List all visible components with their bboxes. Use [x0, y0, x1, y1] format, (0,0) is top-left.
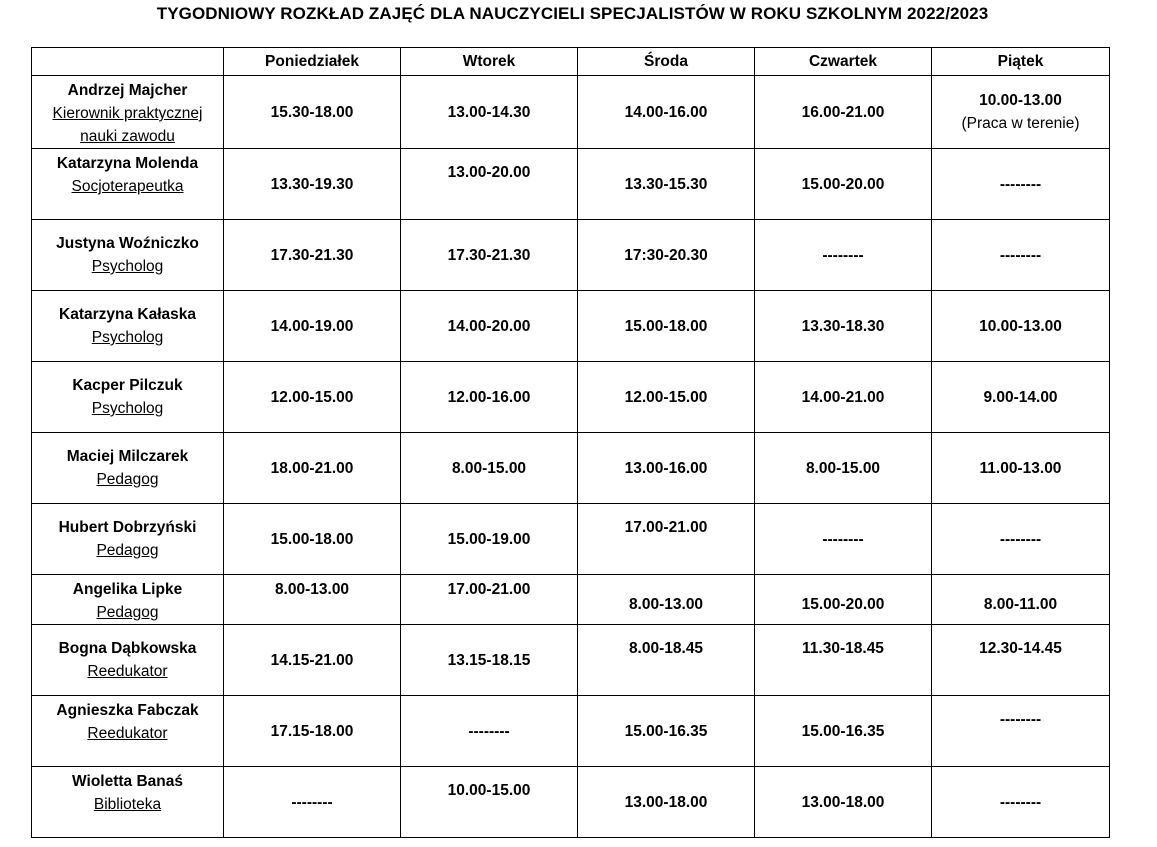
teacher-role: Biblioteka — [93, 796, 162, 813]
header-wednesday: Środa — [578, 48, 755, 76]
teacher-name: Agnieszka Fabczak — [56, 702, 199, 719]
schedule-cell: -------- — [932, 149, 1110, 220]
teacher-name: Hubert Dobrzyński — [58, 519, 197, 536]
schedule-cell: 15.00-18.00 — [578, 291, 755, 362]
schedule-cell: 13.00-14.30 — [401, 76, 578, 149]
teacher-cell — [32, 76, 224, 149]
teacher-cell — [32, 291, 224, 362]
schedule-cell: 13.30-15.30 — [578, 149, 755, 220]
teacher-role: Kierownik praktycznej nauki zawodu — [52, 105, 203, 145]
schedule-cell: 11.30-18.45 — [755, 625, 932, 696]
schedule-cell: 15.00-20.00 — [755, 575, 932, 625]
teacher-cell — [32, 504, 224, 575]
schedule-cell: -------- — [932, 767, 1110, 838]
schedule-cell: 8.00-15.00 — [401, 433, 578, 504]
schedule-cell: 15.30-18.00 — [224, 76, 401, 149]
table-row — [32, 504, 1110, 575]
table-row — [32, 696, 1110, 767]
schedule-cell — [932, 76, 1110, 149]
schedule-cell: 13.00-16.00 — [578, 433, 755, 504]
schedule-cell: 14.00-19.00 — [224, 291, 401, 362]
schedule-cell: 13.00-18.00 — [755, 767, 932, 838]
header-row — [32, 48, 1110, 76]
table-row — [32, 625, 1110, 696]
schedule-cell: 13.00-20.00 — [401, 149, 578, 220]
schedule-cell: -------- — [932, 504, 1110, 575]
schedule-cell: 15.00-19.00 — [401, 504, 578, 575]
schedule-cell: -------- — [755, 504, 932, 575]
teacher-role: Pedagog — [96, 604, 159, 621]
schedule-cell: 8.00-11.00 — [932, 575, 1110, 625]
schedule-table — [31, 47, 1110, 838]
header-friday: Piątek — [932, 48, 1110, 76]
schedule-cell: 12.30-14.45 — [932, 625, 1110, 696]
teacher-name: Kacper Pilczuk — [72, 377, 183, 394]
schedule-cell: 12.00-15.00 — [224, 362, 401, 433]
teacher-cell — [32, 767, 224, 838]
teacher-role: Psycholog — [91, 329, 164, 346]
schedule-cell: 14.00-16.00 — [578, 76, 755, 149]
table-row — [32, 767, 1110, 838]
table-row — [32, 76, 1110, 149]
schedule-cell: 11.00-13.00 — [932, 433, 1110, 504]
teacher-cell — [32, 625, 224, 696]
schedule-cell: 15.00-16.35 — [578, 696, 755, 767]
schedule-cell: -------- — [932, 220, 1110, 291]
schedule-cell: 17.30-21.30 — [224, 220, 401, 291]
schedule-time: 10.00-13.00 — [979, 92, 1062, 109]
schedule-cell: 17.30-21.30 — [401, 220, 578, 291]
teacher-name: Maciej Milczarek — [66, 448, 189, 465]
teacher-cell — [32, 362, 224, 433]
schedule-cell: -------- — [755, 220, 932, 291]
teacher-cell — [32, 696, 224, 767]
schedule-cell: 13.30-19.30 — [224, 149, 401, 220]
teacher-role: Psycholog — [91, 400, 164, 417]
teacher-role: Pedagog — [96, 471, 159, 488]
schedule-cell: 15.00-18.00 — [224, 504, 401, 575]
schedule-cell: 15.00-20.00 — [755, 149, 932, 220]
header-thursday: Czwartek — [755, 48, 932, 76]
schedule-cell: 17:30-20.30 — [578, 220, 755, 291]
schedule-cell: -------- — [401, 696, 578, 767]
teacher-cell — [32, 575, 224, 625]
schedule-cell: 17.00-21.00 — [401, 575, 578, 625]
table-row — [32, 220, 1110, 291]
table-row — [32, 149, 1110, 220]
table-row — [32, 433, 1110, 504]
schedule-cell: 8.00-13.00 — [578, 575, 755, 625]
schedule-cell: 13.15-18.15 — [401, 625, 578, 696]
schedule-cell: 18.00-21.00 — [224, 433, 401, 504]
schedule-cell: 16.00-21.00 — [755, 76, 932, 149]
schedule-cell: 10.00-13.00 — [932, 291, 1110, 362]
schedule-cell: -------- — [932, 696, 1110, 767]
schedule-cell: 12.00-16.00 — [401, 362, 578, 433]
schedule-cell: 14.15-21.00 — [224, 625, 401, 696]
schedule-cell: 13.00-18.00 — [578, 767, 755, 838]
schedule-cell: 17.15-18.00 — [224, 696, 401, 767]
schedule-cell: 9.00-14.00 — [932, 362, 1110, 433]
teacher-cell — [32, 149, 224, 220]
schedule-cell: 14.00-20.00 — [401, 291, 578, 362]
teacher-name: Andrzej Majcher — [67, 82, 188, 99]
teacher-cell — [32, 433, 224, 504]
header-monday: Poniedziałek — [224, 48, 401, 76]
schedule-cell: 14.00-21.00 — [755, 362, 932, 433]
table-row — [32, 291, 1110, 362]
teacher-cell — [32, 220, 224, 291]
teacher-role: Socjoterapeutka — [71, 178, 184, 195]
schedule-cell: 17.00-21.00 — [578, 504, 755, 575]
teacher-name: Justyna Woźniczko — [56, 235, 199, 252]
schedule-cell: 8.00-15.00 — [755, 433, 932, 504]
teacher-role: Reedukator — [87, 663, 168, 680]
teacher-name: Angelika Lipke — [72, 581, 183, 598]
table-row — [32, 362, 1110, 433]
schedule-cell: 15.00-16.35 — [755, 696, 932, 767]
schedule-cell: 10.00-15.00 — [401, 767, 578, 838]
schedule-note: (Praca w terenie) — [961, 115, 1080, 132]
teacher-name: Katarzyna Molenda — [56, 155, 199, 172]
header-cell-empty — [32, 48, 224, 76]
teacher-name: Bogna Dąbkowska — [58, 640, 197, 657]
page-title: TYGODNIOWY ROZKŁAD ZAJĘĆ DLA NAUCZYCIELI SPECJALISTÓW W ROKU SZKOLNYM 2022/2023 — [156, 4, 989, 23]
teacher-role: Pedagog — [96, 542, 159, 559]
schedule-cell: -------- — [224, 767, 401, 838]
teacher-name: Wioletta Banaś — [72, 773, 183, 790]
teacher-role: Psycholog — [91, 258, 164, 275]
schedule-cell: 13.30-18.30 — [755, 291, 932, 362]
header-tuesday: Wtorek — [401, 48, 578, 76]
schedule-cell: 8.00-13.00 — [224, 575, 401, 625]
teacher-role: Reedukator — [87, 725, 168, 742]
schedule-cell: 8.00-18.45 — [578, 625, 755, 696]
table-row — [32, 575, 1110, 625]
schedule-cell: 12.00-15.00 — [578, 362, 755, 433]
teacher-name: Katarzyna Kałaska — [59, 306, 196, 323]
